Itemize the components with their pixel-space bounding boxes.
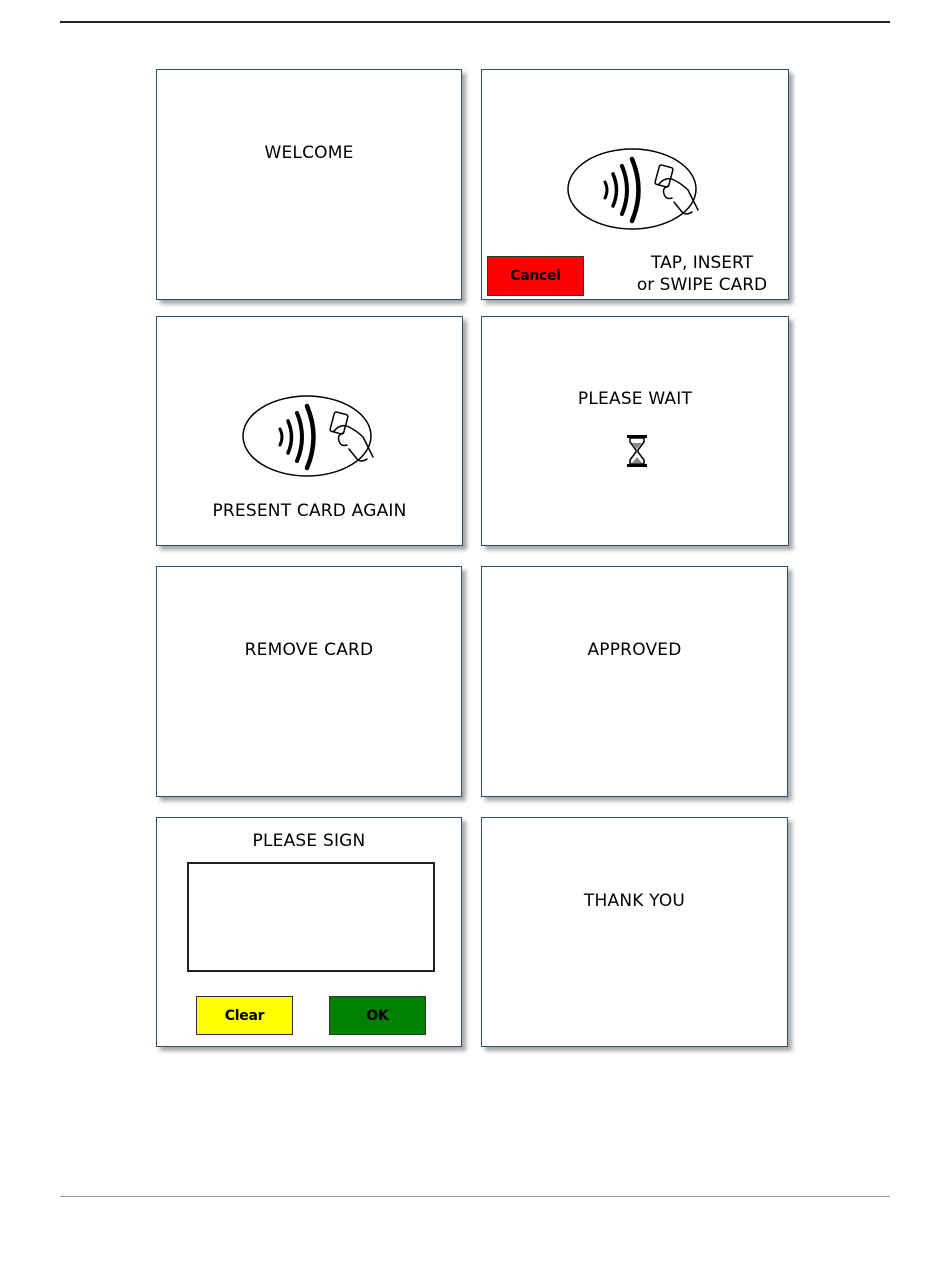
- please-sign-message: PLEASE SIGN: [252, 831, 366, 851]
- screen-remove-card: [156, 566, 462, 797]
- top-rule: [60, 21, 890, 23]
- bottom-rule: [60, 1196, 890, 1197]
- screen-present-card-again: [156, 316, 463, 546]
- approved-message: APPROVED: [587, 640, 682, 660]
- contactless-card-icon: [562, 140, 722, 240]
- tap-insert-line: TAP, INSERT: [651, 253, 753, 273]
- cancel-button[interactable]: Cancel: [487, 256, 584, 296]
- signature-pad[interactable]: [187, 862, 435, 972]
- welcome-message: WELCOME: [264, 143, 354, 163]
- screen-approved: [481, 566, 788, 797]
- thank-you-message: THANK YOU: [583, 891, 686, 911]
- swipe-card-line: or SWIPE CARD: [636, 275, 768, 295]
- remove-card-message: REMOVE CARD: [244, 640, 374, 660]
- ok-button[interactable]: OK: [329, 996, 426, 1035]
- screen-thank-you: [481, 817, 788, 1047]
- screen-tap-insert-swipe: [481, 69, 789, 300]
- screen-please-sign: [156, 817, 462, 1047]
- hourglass-icon: [626, 434, 648, 468]
- screen-please-wait: [481, 316, 789, 546]
- please-wait-message: PLEASE WAIT: [577, 389, 693, 409]
- present-card-again-message: PRESENT CARD AGAIN: [212, 501, 407, 521]
- tap-insert-swipe-message: [622, 252, 782, 296]
- screen-welcome: [156, 69, 462, 300]
- contactless-card-icon: [237, 387, 397, 487]
- clear-button[interactable]: Clear: [196, 996, 293, 1035]
